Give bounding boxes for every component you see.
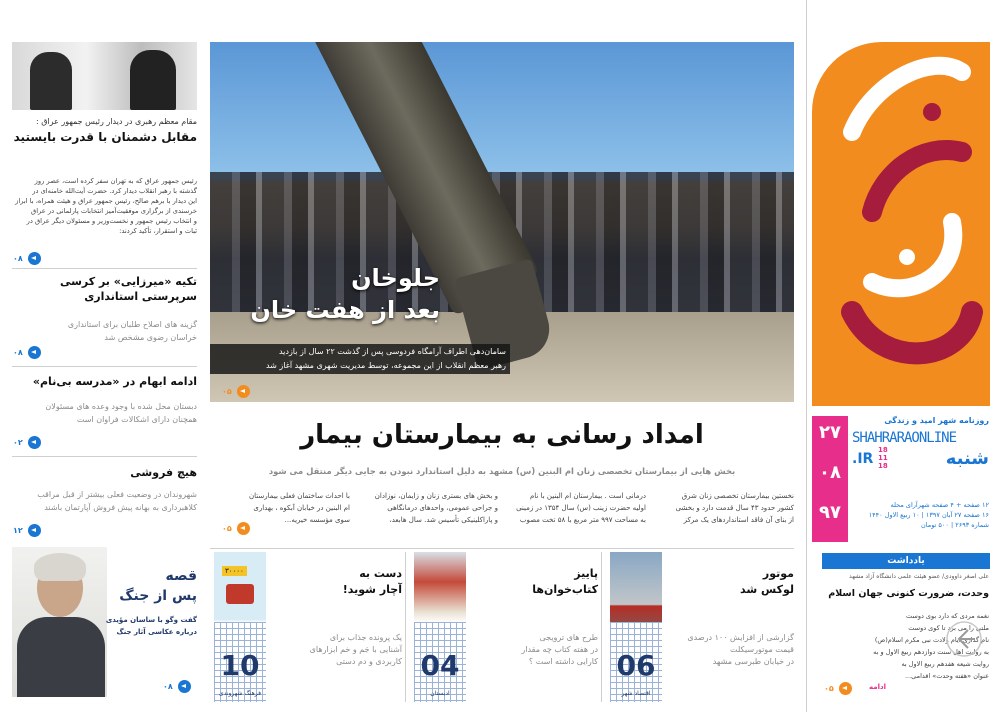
brief-1-body xyxy=(11,318,197,344)
info-line: ۱۲ صفحه + ۴ صفحه شهرآرای محله xyxy=(890,501,989,509)
body-line: شهروندان در وضعیت فعلی بیشتر از قبل مراقب xyxy=(37,490,197,499)
teaser-3-price-tag: ۳۰۰۰۰ xyxy=(222,566,247,576)
title-line: آچار شوید! xyxy=(342,583,402,596)
teaser-1-section: اقتصاد شهر xyxy=(621,690,651,697)
headline-line: بعد از هفت خان xyxy=(250,296,440,324)
main-page: ۰۵ xyxy=(222,524,232,533)
teaser-1-title[interactable] xyxy=(728,566,794,598)
date-part: 11 xyxy=(878,454,888,462)
body-line: این دیدار با برهم صالح، رئیس جمهور عراق و هیئت همراه، با ابراز xyxy=(15,197,197,205)
divider xyxy=(12,366,197,367)
masthead-site-ext: .IR xyxy=(852,451,874,467)
teaser-3-body xyxy=(282,632,402,668)
teaser-1-page-digit: 06 xyxy=(616,649,656,682)
brief-3-arrow-icon[interactable] xyxy=(28,524,41,537)
headline-line: قصه xyxy=(165,568,197,584)
body-line: یک پرونده جذاب برای xyxy=(329,633,402,642)
teaser-2-page-digit: 04 xyxy=(420,649,460,682)
top-story-kicker: مقام معظم رهبری در دیدار رئیس جمهور عراق : xyxy=(35,117,197,126)
brief-2-body xyxy=(11,400,197,426)
feature-arrow-icon[interactable] xyxy=(178,680,191,693)
headline-line: تکیه «میرزایی» بر کرسی xyxy=(59,275,197,288)
teaser-2-title[interactable] xyxy=(523,566,598,598)
title-line: کتاب‌خوان‌ها xyxy=(532,583,598,596)
title-line: دست به xyxy=(359,567,402,580)
teaser-3-page-digit: 10 xyxy=(220,649,260,682)
teaser-3-thumb xyxy=(214,552,266,702)
note-page: ۰۵ xyxy=(824,684,834,693)
photo-figure-left xyxy=(30,52,72,110)
photo-figure-right xyxy=(130,50,176,110)
masthead-day: شنبه xyxy=(945,448,989,469)
main-col-1 xyxy=(656,490,794,526)
body-line: نخستین بیمارستان تخصصی زنان شرق xyxy=(681,492,794,500)
lead-page: ۰۵ xyxy=(222,387,232,396)
main-col-4 xyxy=(225,490,350,526)
note-label: یادداشت xyxy=(822,553,990,569)
body-line: در خیابان طبرسی مشهد xyxy=(712,657,794,666)
body-line: و جراحی عمومی، واحدهای درمانگاهی xyxy=(387,504,498,512)
caption-line: سامان‌دهی اطراف آرامگاه فردوسی پس از گذشت ۲۲ سال از بازدید xyxy=(278,347,506,356)
main-subhead: بخش هایی از بیمارستان تخصصی زنان ام البنین (س) مشهد به دلیل استاندارد نبودن به جایی دیگر منتقل می شود xyxy=(268,466,736,476)
body-line: خرسندی از برگزاری موفقیت‌آمیز انتخابات پارلمانی در عراق xyxy=(31,207,197,215)
brief-2-page: ۰۲ xyxy=(13,438,23,447)
note-arrow-icon[interactable] xyxy=(839,682,852,695)
feature-headline[interactable] xyxy=(102,566,197,606)
body-line: و انتخاب رئیس جمهور و نخست‌وزیر و مسئولان دیگر عراق در xyxy=(26,217,197,225)
headline-line: پس از جنگ xyxy=(119,588,197,604)
divider xyxy=(12,456,197,457)
lead-caption xyxy=(210,344,510,374)
teaser-2-thumb xyxy=(414,552,466,702)
title-line: موتور xyxy=(762,567,794,580)
sub-line: گفت وگو با ساسان مؤیدی xyxy=(105,616,197,624)
body-line: از بنای آن فاقد استانداردهای یک مرکز xyxy=(683,516,794,524)
masthead-date-triple xyxy=(878,446,898,470)
body-line: گزینه های اصلاح طلبان برای استانداری xyxy=(67,320,197,329)
body-line: دبستان محل شده با وجود وعده های مسئولان xyxy=(45,402,197,411)
body-line: خراسان رضوی مشخص شد xyxy=(104,333,197,342)
feature-portrait-photo xyxy=(12,547,107,697)
teaser-2-body xyxy=(478,632,598,668)
top-story-body xyxy=(11,176,197,236)
body-line: درمانی است . بیمارستان ام البنین با نام xyxy=(529,492,646,500)
headline-line: جلوخان xyxy=(351,264,440,292)
caption-line: رهبر معظم انقلاب از این مجموعه، توسط مدیریت شهری مشهد آغاز شد xyxy=(265,361,506,370)
divider xyxy=(405,552,406,702)
feature-page: ۰۸ xyxy=(163,682,173,691)
body-line: به مساحت ۹۹۷ متر مربع با ۵۸ تخت مصوب xyxy=(519,516,646,524)
main-arrow-icon[interactable] xyxy=(237,522,250,535)
teaser-3-title[interactable] xyxy=(322,566,402,598)
info-line: ۱۶ صفحه ۲۷ آبان ۱۳۹۷ | ۱۰ ربیع الاول ۱۴۴۰ xyxy=(868,511,989,519)
date-part: 18 xyxy=(878,462,888,470)
body-line: کاربردی و دم دستی xyxy=(336,657,402,666)
body-line: ام البنین در خیابان آبکوه ، بهداری xyxy=(253,504,350,512)
body-line: و پاراکلینیکی تأسیس شد. سال هابعد، xyxy=(389,516,498,524)
brief-3-body xyxy=(11,488,197,514)
date-part: 18 xyxy=(878,446,888,454)
top-story-page: ۰۸ xyxy=(13,254,23,263)
masthead-site[interactable]: SHAHRARAONLINE xyxy=(852,430,957,446)
note-headline[interactable]: وحدت، ضرورت کنونی جهان اسلام xyxy=(828,588,989,599)
body-line: ملتی را می برد تا کوی دوست xyxy=(908,624,989,632)
body-line: در هفته کتاب چه مقدار xyxy=(521,645,598,654)
teaser-3-section: فرهنگ شهروندی xyxy=(219,690,261,697)
masthead-tagline: روزنامه شهر امید و زندگی xyxy=(884,416,989,425)
title-line: لوکس شد xyxy=(740,583,794,596)
body-line: کارایی داشته است ؟ xyxy=(528,657,598,666)
lead-headline[interactable] xyxy=(240,262,440,326)
body-line: به روایت اهل سنت دوازدهم ربیع الاول و به xyxy=(873,648,989,656)
portrait-hair xyxy=(34,553,86,581)
masthead-logo-icon xyxy=(812,42,990,406)
brief-3-headline[interactable]: هیچ فروشی xyxy=(130,466,197,479)
sub-line: درباره عکاسی آثار جنگ xyxy=(116,628,197,636)
body-line: ثبات و استقرار، تأکید کردند: xyxy=(119,227,197,235)
info-line: شماره ۲۶۹۳ | ۵۰۰ تومان xyxy=(920,521,989,529)
body-line: طرح های ترویجی xyxy=(539,633,598,642)
brief-2-headline[interactable]: ادامه ابهام در «مدرسه بی‌نام» xyxy=(32,375,197,388)
tools-icon xyxy=(226,584,254,604)
body-line: نغمه مردی که دارد بوی دوست xyxy=(906,612,989,620)
chevron-left-icon xyxy=(945,620,983,658)
main-headline[interactable]: امداد رسانی به بیمارستان بیمار xyxy=(300,420,704,450)
teaser-2-section: ادبستان xyxy=(430,690,450,697)
masthead-info xyxy=(853,500,989,530)
body-line: گذشته با رهبر انقلاب دیدار کرد. حضرت آیت‌الله خامنه‌ای در xyxy=(32,187,197,195)
body-line: و بخش های بستری زنان و زایمان، نوزادان xyxy=(374,492,498,500)
top-story-headline[interactable]: مقابل دشمنان با قدرت بایستید xyxy=(13,130,197,144)
main-col-2 xyxy=(508,490,646,526)
note-more-link[interactable]: ادامه xyxy=(869,683,886,691)
body-line: آشنایی با جَم و خم ابزارهای xyxy=(309,645,402,654)
body-line: سوی مؤسسه خیریه... xyxy=(284,516,350,524)
teaser-1-body xyxy=(674,632,794,668)
body-line: همچنان دارای اشکالات فراوان است xyxy=(76,415,197,424)
date-number-3: ۹۷ xyxy=(819,502,841,523)
headline-line: سرپرستی استانداری xyxy=(84,290,197,303)
brief-1-arrow-icon[interactable] xyxy=(28,346,41,359)
body-line: با احداث ساختمان فعلی بیمارستان xyxy=(249,492,350,500)
body-line: کشور حدود ۴۳ سال قدمت دارد و بخشی xyxy=(675,504,794,512)
brief-3-page: ۱۲ xyxy=(13,526,23,535)
top-story-arrow-icon[interactable] xyxy=(28,252,41,265)
divider xyxy=(210,548,794,549)
body-line: قیمت موتورسیکلت xyxy=(730,645,794,654)
body-line: رئیس جمهور عراق که به تهران سفر کرده است، عصر روز xyxy=(34,177,197,185)
feature-sub xyxy=(102,614,197,638)
main-col-3 xyxy=(360,490,498,526)
date-number-2: ۰۸ xyxy=(819,462,841,483)
portrait-body xyxy=(17,617,105,697)
body-line: نام گذاری ایام ولادت نبی مکرم اسلام(ص) xyxy=(874,636,989,644)
body-line: عنوان «هفته وحدت» اقدامی... xyxy=(904,672,989,680)
title-line: پاییز xyxy=(574,567,598,580)
body-line: روایت شیعه هفدهم ربیع الاول به xyxy=(901,660,989,668)
top-story-photo xyxy=(12,42,197,110)
teaser-1-thumb xyxy=(610,552,662,702)
divider xyxy=(601,552,602,702)
note-author: علی اصغر داوودی/ عضو هیئت علمی دانشگاه آزاد مشهد xyxy=(849,573,989,580)
masthead-logo-text xyxy=(812,195,990,197)
brief-1-page: ۰۸ xyxy=(13,348,23,357)
divider xyxy=(12,268,197,269)
body-line: اولیه حضرت زینب (س) سال ۱۳۵۴ در زمینی xyxy=(516,504,646,512)
body-line: کلاهبرداری به بهانه پیش فروش آپارتمان باشند xyxy=(44,503,197,512)
lead-arrow-icon[interactable] xyxy=(237,385,250,398)
note-prev-arrow-icon[interactable] xyxy=(945,620,983,658)
brief-2-arrow-icon[interactable] xyxy=(28,436,41,449)
divider xyxy=(806,0,807,712)
body-line: گزارشی از افزایش ۱۰۰ درصدی xyxy=(687,633,794,642)
date-number-1: ۲۷ xyxy=(819,422,841,443)
brief-1-headline[interactable] xyxy=(11,274,197,304)
